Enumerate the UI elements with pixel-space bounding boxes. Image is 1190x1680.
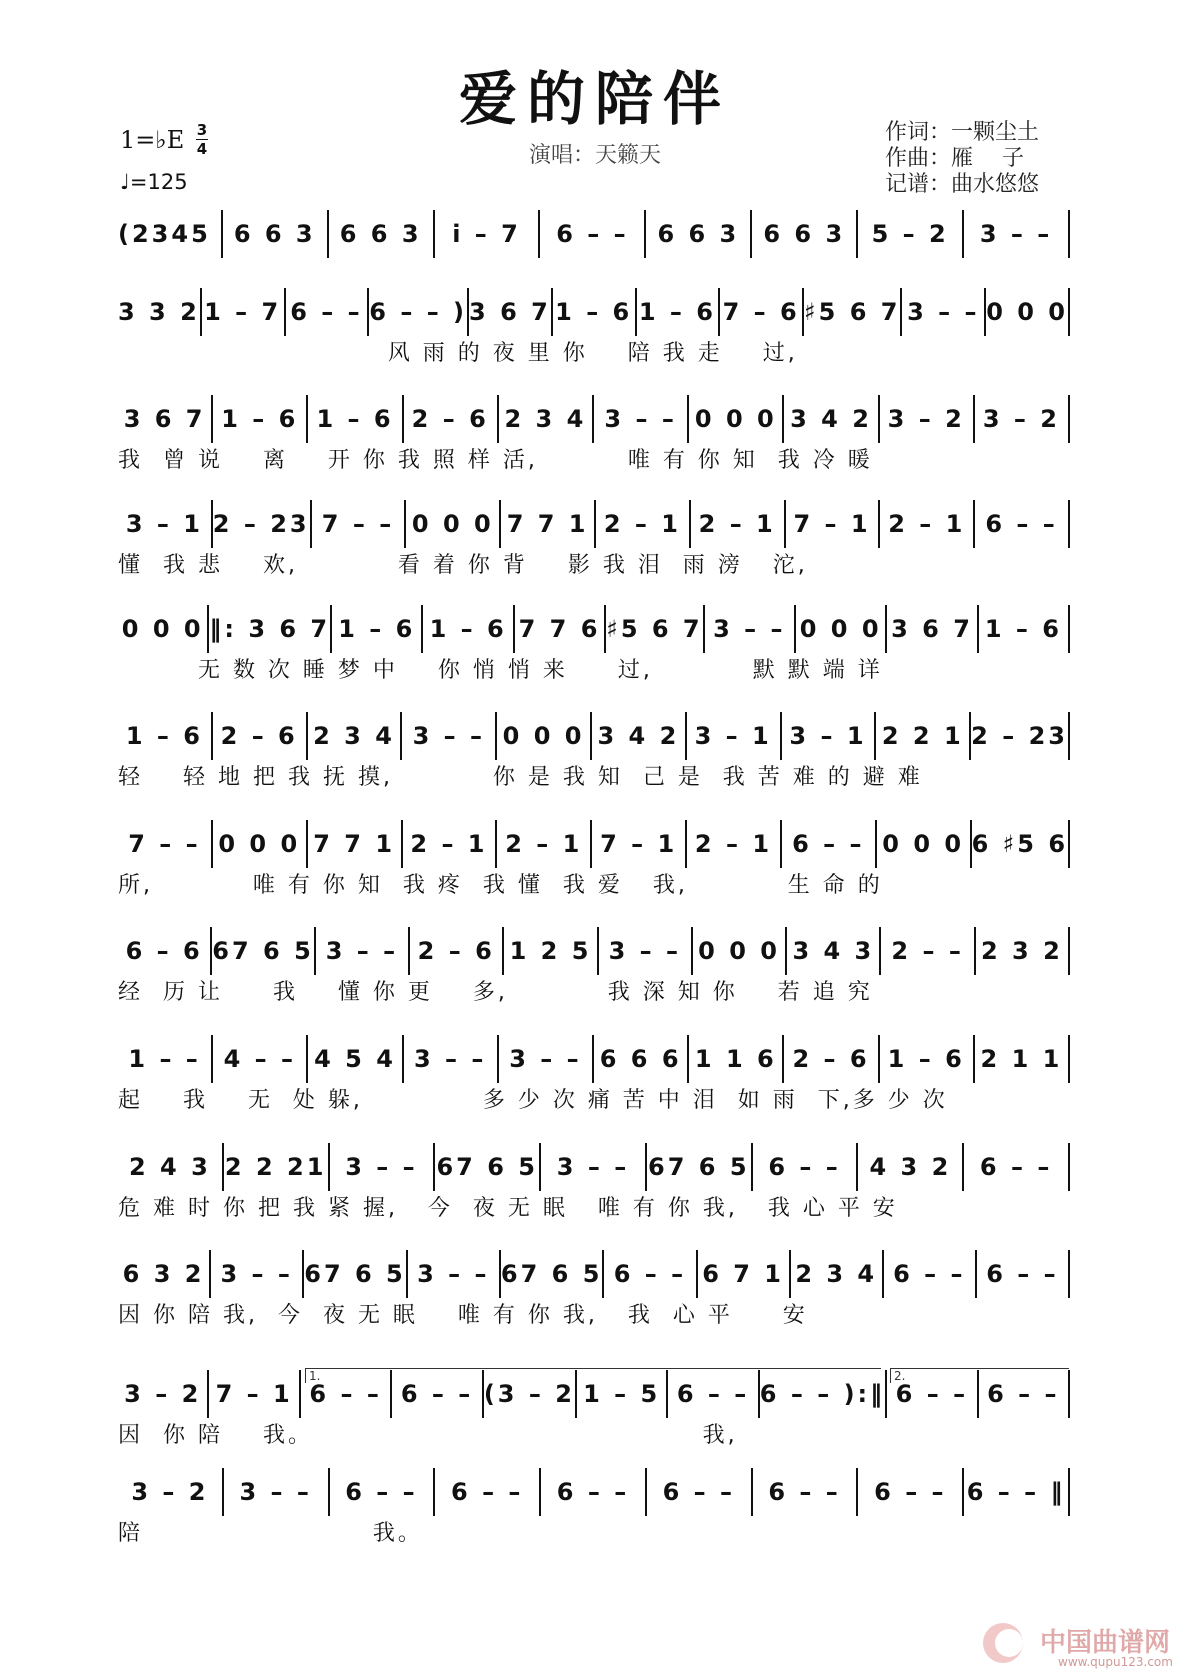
measure: 4 5 4 [308,1035,403,1083]
measure: 3 – 2 [118,1468,224,1516]
measure: 7 7 1 [308,820,403,868]
lyric-line: 我 曾 说 离 开 你 我 照 样 活, 唯 有 你 知 我 冷 暖 [118,448,873,473]
measure: 3 – – [964,210,1070,258]
measure: 2 – 6 [213,712,308,760]
measure: 6 – – [753,1143,859,1191]
measure: 1 – – [118,1035,213,1083]
measure: 0 0 0 [689,395,784,443]
measure: 6 – – [604,1250,697,1298]
measure: 1 – 6 [308,395,403,443]
credits-block [885,120,1039,198]
measure: 6 6 3 [646,210,752,258]
measure: 2 4 3 [118,1143,224,1191]
measure: 2 – 1 [687,820,782,868]
measure: 1 1 6 [689,1035,784,1083]
measure: 0 0 0 [796,605,887,653]
note-row [118,820,1070,868]
measure: 6 – – ):‖ [760,1370,887,1418]
measure: 7 – – [312,500,407,548]
transcriber-credit: 记谱：曲水悠悠 [885,172,1040,197]
lyric-line: 危 难 时 你 把 我 紧 握, 今 夜 无 眠 唯 有 你 我, 我 心 平 安 [118,1196,898,1221]
measure: 3 – – [705,605,796,653]
measure: 7 – – [118,820,213,868]
note-row [118,712,1070,760]
score-system [118,712,1070,796]
note-row [118,1468,1070,1516]
measure: 2 – 1 [880,500,975,548]
measure: 6 – – [668,1370,759,1418]
measure: 6 6 3 [329,210,435,258]
measure: 0 0 0 [497,712,592,760]
first-ending-bracket: 1. [305,1368,881,1383]
measure: ♯5 6 7 [804,288,902,336]
measure: 2 – 6 [410,927,504,975]
lyric-line: 陪 我。 [118,1521,423,1546]
key-signature: 1=♭E [120,126,185,154]
measure: 3 4 2 [784,395,879,443]
measure: 1 – 6 [880,1035,975,1083]
note-row [118,1143,1070,1191]
measure: 3 4 2 [592,712,687,760]
time-signature [196,122,208,157]
time-sig-bottom: 4 [196,140,208,158]
measure: 4 – – [213,1035,308,1083]
tempo-marking: ♩=125 [120,170,188,194]
measure: 3 – – [224,1468,330,1516]
score-system [118,1250,1070,1334]
score-system [118,1468,1070,1552]
measure: 7 7 1 [501,500,596,548]
measure: 3 – – [599,927,693,975]
measure: 6 – – [858,1468,964,1516]
measure: 67 6 5 [212,927,316,975]
measure: 3 – 1 [118,500,213,548]
measure: 6 – – [782,820,877,868]
measure: 2 – 1 [596,500,691,548]
measure: 67 6 5 [435,1143,541,1191]
intro-pickup: (2345 [118,210,223,258]
score-system [118,927,1070,1011]
measure: 6 – – [330,1468,436,1516]
measure: 6 – – [975,500,1070,548]
measure: 1 – 6 [637,288,721,336]
note-row [118,500,1070,548]
measure: 6 – – [979,1370,1070,1418]
measure: 3 6 7 [887,605,978,653]
measure: 3 6 7 [118,395,213,443]
measure: 6 – – ) [369,288,469,336]
measure: 4 3 2 [858,1143,964,1191]
measure: 6 – – [541,1468,647,1516]
score-system [118,395,1070,479]
lyric-line: 懂 我 悲 欢, 看 着 你 背 影 我 泪 雨 滂 沱, [118,553,808,578]
measure: 3 – – [594,395,689,443]
measure: 67 6 5 [304,1250,408,1298]
score-system [118,1035,1070,1119]
measure: 2 – 6 [404,395,499,443]
measure: 7 – 1 [786,500,881,548]
time-sig-top: 3 [196,121,208,139]
measure: 2 3 4 [791,1250,884,1298]
measure: 6 – – [301,1370,392,1418]
measure: 6 – – [540,210,646,258]
measure: 6 – 6 [118,927,212,975]
measure: 6 – – [286,288,370,336]
score-system [118,210,1070,294]
measure: 5 – 2 [858,210,964,258]
measure: 6 6 3 [223,210,329,258]
measure: i̇ – 7 [435,210,541,258]
measure: 3 – – [330,1143,436,1191]
measure: 1 – 7 [202,288,286,336]
measure: 3 – – [902,288,986,336]
measure: 1 – 6 [553,288,637,336]
measure: 2 – 23 [213,500,312,548]
measure: 0 0 0 [406,500,501,548]
measure: 6 6 3 [752,210,858,258]
measure: 2 3 4 [499,395,594,443]
measure: 3 – – [402,712,497,760]
watermark-url: www.qupu123.com [1058,1655,1173,1669]
measure: 6 ♯5 6 [972,820,1070,868]
score-system [118,288,1070,372]
measure: 0 0 0 [877,820,972,868]
measure: 1 – 6 [979,605,1070,653]
measure: 6 – – [435,1468,541,1516]
composer-credit: 作曲：雁 子 [885,146,1024,171]
measure: 3 – – [499,1035,594,1083]
measure: (3 – 2 [484,1370,577,1418]
note-row [118,288,1070,336]
note-row [118,210,1070,258]
measure: 1 – 6 [332,605,423,653]
note-row [118,395,1070,443]
measure: 3 3 2 [118,288,202,336]
measure: 1 2 5 [504,927,598,975]
singer-credit: 演唱：天籁天 [528,143,661,168]
measure: 0 0 0 [213,820,308,868]
lyric-line: 因 你 陪 我, 今 夜 无 眠 唯 有 你 我, 我 心 平 安 [118,1303,808,1328]
measure: 1 – 6 [118,712,213,760]
measure: 2 3 4 [308,712,403,760]
measure: 2 – 1 [691,500,786,548]
note-row [118,1035,1070,1083]
measure: ♯5 6 7 [606,605,704,653]
measure: 3 – 1 [687,712,782,760]
measure: 6 – – ‖ [964,1468,1070,1516]
measure: 3 4 3 [787,927,881,975]
score-system [118,1143,1070,1227]
measure: 2 1 1 [975,1035,1070,1083]
measure: ‖: 3 6 7 [209,605,332,653]
measure: 2 – 1 [497,820,592,868]
measure: 67 6 5 [647,1143,753,1191]
lyricist-credit: 作词：一颗尘土 [885,120,1040,145]
measure: 6 – – [647,1468,753,1516]
measure: 6 3 2 [118,1250,211,1298]
measure: 3 – 2 [118,1370,209,1418]
measure: 2 – 23 [971,712,1070,760]
measure: 6 – – [977,1250,1070,1298]
lyric-line: 因 你 陪 我。 我, [118,1423,738,1448]
measure: 2 – – [881,927,975,975]
measure: 2 3 2 [976,927,1070,975]
measure: 7 7 6 [515,605,606,653]
lyric-line: 风 雨 的 夜 里 你 陪 我 走 过, [118,341,798,366]
lyric-line: 起 我 无 处 躲, 多 少 次 痛 苦 中 泪 如 雨 下,多 少 次 [118,1088,948,1113]
measure: 0 0 0 [986,288,1070,336]
measure: 3 – 2 [975,395,1070,443]
second-ending-bracket: 2. [890,1368,1069,1383]
measure: 6 6 6 [594,1035,689,1083]
measure: 7 – 1 [592,820,687,868]
measure: 3 – – [316,927,410,975]
score-system [118,605,1070,689]
measure: 7 – 6 [720,288,804,336]
measure: 2 – 6 [784,1035,879,1083]
measure: 67 6 5 [501,1250,605,1298]
score-system [118,820,1070,904]
measure: 0 0 0 [118,605,209,653]
lyric-line: 无 数 次 睡 梦 中 你 悄 悄 来 过, 默 默 端 详 [118,658,883,683]
measure: 1 – 5 [577,1370,668,1418]
measure: 2 – 1 [403,820,498,868]
measure: 6 – – [884,1250,977,1298]
measure: 3 – – [408,1250,501,1298]
song-title: 爱的陪伴 [458,65,731,133]
measure: 7 – 1 [209,1370,300,1418]
measure: 3 – – [404,1035,499,1083]
measure: 3 6 7 [469,288,553,336]
measure: 2 2 1 [876,712,971,760]
note-row [118,1250,1070,1298]
measure: 2 2 21 [224,1143,330,1191]
measure: 3 – – [541,1143,647,1191]
measure: 1 – 6 [423,605,514,653]
note-row [118,927,1070,975]
measure: 6 – – [392,1370,483,1418]
score-system [118,500,1070,584]
measure: 6 7 1 [698,1250,791,1298]
lyric-line: 经 历 让 我 懂 你 更 多, 我 深 知 你 若 追 究 [118,980,873,1005]
measure: 3 – 2 [880,395,975,443]
lyric-line: 轻 轻 地 把 我 抚 摸, 你 是 我 知 己 是 我 苦 难 的 避 难 [118,765,923,790]
measure: 1 – 6 [213,395,308,443]
measure: 3 – – [211,1250,304,1298]
measure: 6 – – [887,1370,978,1418]
lyric-line: 所, 唯 有 你 知 我 疼 我 懂 我 爱 我, 生 命 的 [118,873,883,898]
measure: 6 – – [964,1143,1070,1191]
measure: 3 – 1 [782,712,877,760]
measure: 6 – – [753,1468,859,1516]
measure: 0 0 0 [693,927,787,975]
watermark-name: 中国曲谱网 [1040,1628,1171,1658]
note-row [118,605,1070,653]
